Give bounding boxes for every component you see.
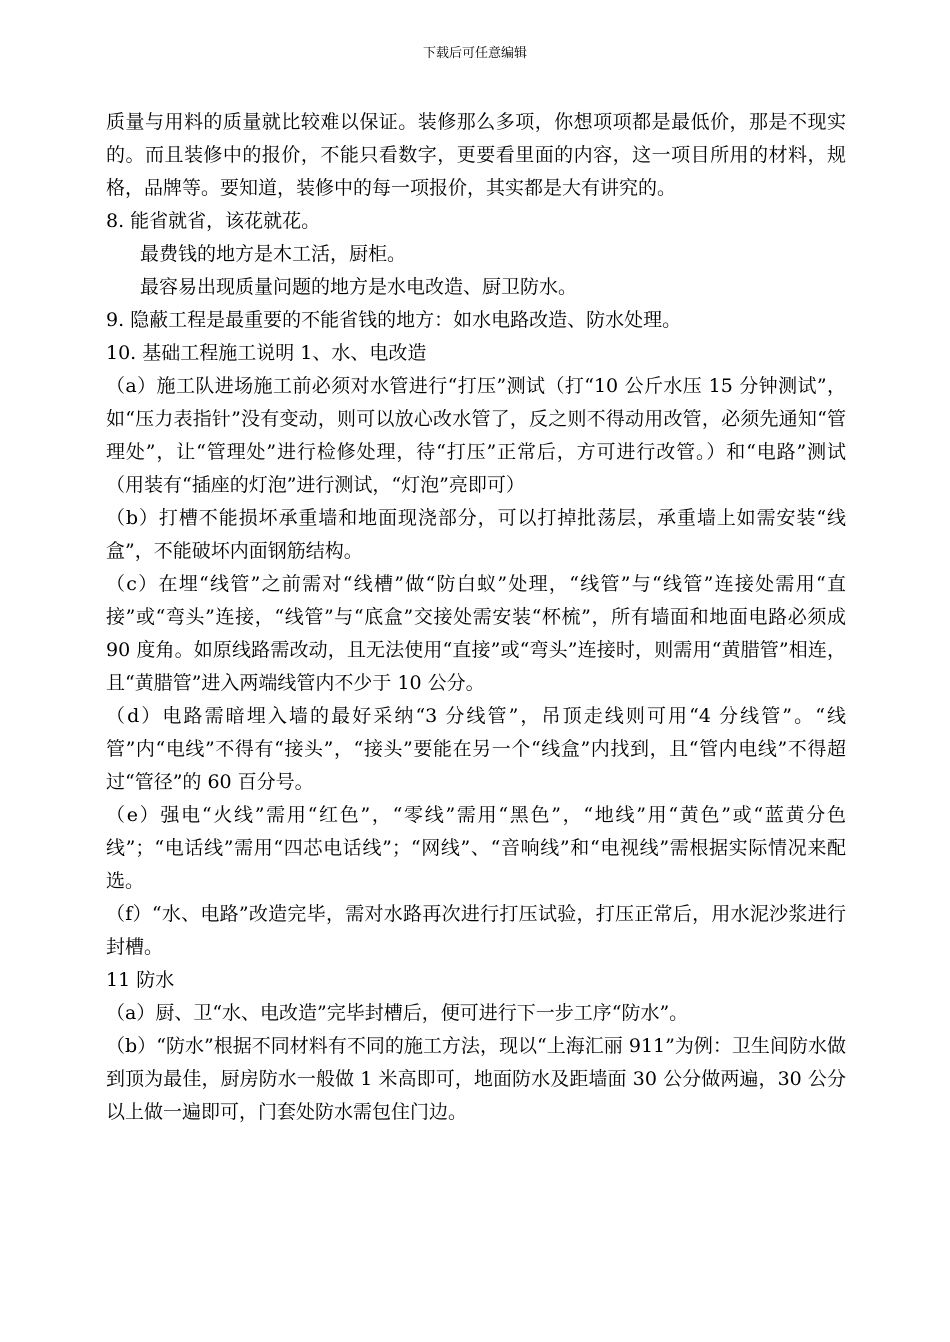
item-8-heading: 8. 能省就省，该花就花。: [106, 210, 321, 232]
item-8-costly-areas: 最费钱的地方是木工活，厨柜。: [140, 243, 407, 265]
paragraph-quality-pricing: 质量与用料的质量就比较难以保证。装修那么多项，你想项项都是最低价，那是不现实的。而且装修中的报价，不能只看数字，更要看里面的内容，这一项目所用的材料，规格，品牌等。要知道，装修中的每一项报价，其实都是大有讲究的。: [106, 111, 846, 199]
item-11-a: （a）厨、卫“水、电改造”完毕封槽后，便可进行下一步工序“防水”。: [106, 1002, 689, 1024]
item-10-c: （c）在埋“线管”之前需对“线槽”做“防白蚁”处理，“线管”与“线管”连接处需用“直接”或“弯头”连接，“线管”与“底盒”交接处需安装“杯梳”，所有墙面和地面电路必须成 90 度角。如原线路需改动，且无法使用“直接”或“弯头”连接时，则需用“黄腊管”相连，且“黄腊管”进入两端线管内不少于 10 公分。: [106, 573, 846, 694]
item-10-f: （f）“水、电路”改造完毕，需对水路再次进行打压试验，打压正常后，用水泥沙浆进行封槽。: [106, 903, 846, 958]
item-10-b: （b）打槽不能损坏承重墙和地面现浇部分，可以打掉批荡层，承重墙上如需安装“线盒”，不能破坏内面钢筋结构。: [106, 507, 846, 562]
item-11-b: （b）“防水”根据不同材料有不同的施工方法，现以“上海汇丽 911”为例：卫生间防水做到顶为最佳，厨房防水一般做 1 米高即可，地面防水及距墙面 30 公分做两遍，30 公分以上做一遍即可，门套处防水需包住门边。: [106, 1035, 846, 1123]
item-10-heading: 10. 基础工程施工说明 1、水、电改造: [106, 342, 427, 364]
item-9-hidden-works: 9. 隐蔽工程是最重要的不能省钱的地方：如水电路改造、防水处理。: [106, 309, 682, 331]
item-10-e: （e）强电“火线”需用“红色”，“零线”需用“黑色”，“地线”用“黄色”或“蓝黄分色线”；“电话线”需用“四芯电话线”；“网线”、“音响线”和“电视线”需根据实际情况来配选。: [106, 804, 846, 892]
item-11-heading: 11 防水: [106, 969, 175, 991]
item-8-quality-risk-areas: 最容易出现质量问题的地方是水电改造、厨卫防水。: [140, 276, 578, 298]
item-10-d: （d）电路需暗埋入墙的最好采纳“3 分线管”，吊顶走线则可用“4 分线管”。“线管”内“电线”不得有“接头”，“接头”要能在另一个“线盒”内找到，且“管内电线”不得超过“管径”的 60 百分号。: [106, 705, 846, 793]
page-header: 下载后可任意编辑: [422, 46, 527, 61]
document-body: [106, 106, 846, 1129]
item-10-a: （a）施工队进场施工前必须对水管进行“打压”测试（打“10 公斤水压 15 分钟测试”，如“压力表指针”没有变动，则可以放心改水管了，反之则不得动用改管，必须先通知“管理处”，让“管理处”进行检修处理，待“打压”正常后，方可进行改管。）和“电路”测试（用装有“插座的灯泡”进行测试，“灯泡”亮即可）: [106, 375, 846, 496]
